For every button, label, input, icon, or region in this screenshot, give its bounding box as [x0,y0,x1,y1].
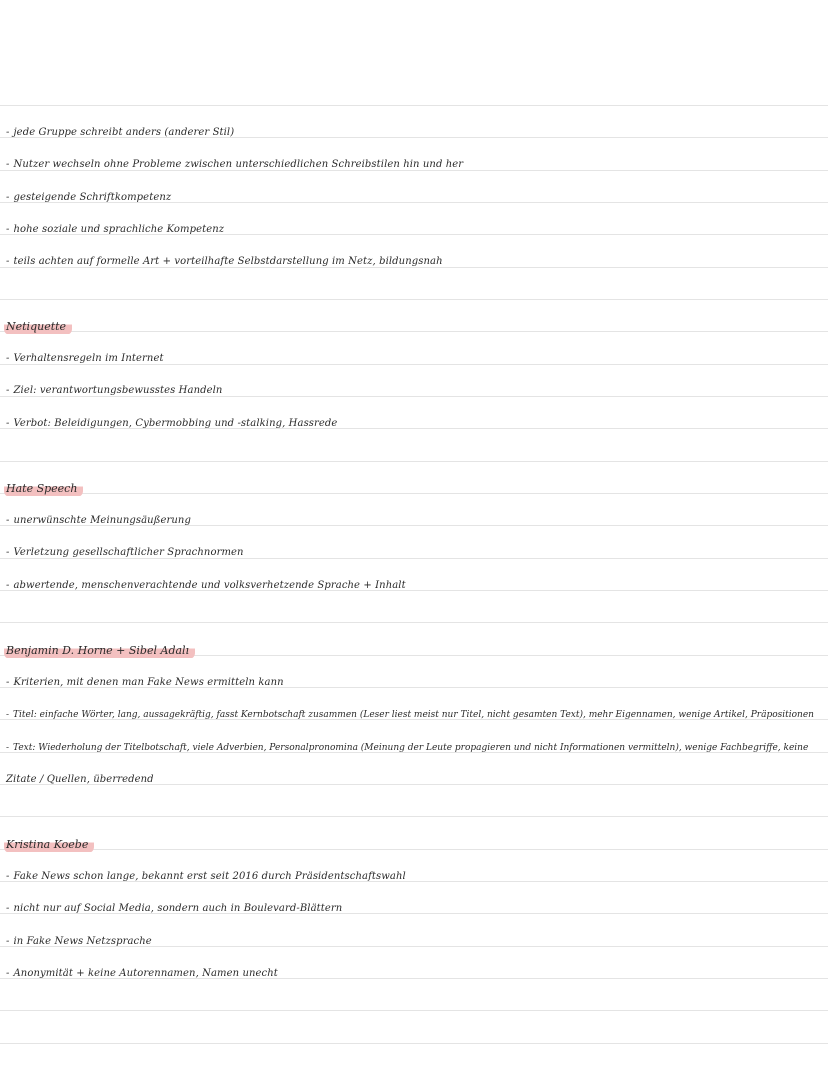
ruled-line [0,461,828,462]
note-line: - Verletzung gesellschaftlicher Sprachnormen [6,547,244,558]
note-line: - nicht nur auf Social Media, sondern auch in Boulevard-Blättern [6,903,343,914]
ruled-line [0,1043,828,1044]
ruled-line [0,622,828,623]
note-line: - Titel: einfache Wörter, lang, aussagekräftig, fasst Kernbotschaft zusammen (Leser liest meist nur Titel, nicht gesamten Text), mehr Eigennamen, wenige Artikel, Präpositionen [6,710,814,720]
note-line: - Text: Wiederholung der Titelbotschaft, viele Adverbien, Personalpronomina (Meinung der Leute propagieren und nicht Informationen vermitteln), wenige Fachbegriffe, keine [6,743,809,753]
note-line: - Verbot: Beleidigungen, Cybermobbing und -stalking, Hassrede [6,418,338,429]
note-line: - abwertende, menschenverachtende und volksverhetzende Sprache + Inhalt [6,580,406,591]
note-line: - Nutzer wechseln ohne Probleme zwischen unterschiedlichen Schreibstilen hin und her [6,159,464,170]
ruled-line [0,1010,828,1011]
section-heading-hate-speech: Hate Speech [4,481,83,497]
note-line: - jede Gruppe schreibt anders (anderer Stil) [6,127,235,138]
note-line: - in Fake News Netzsprache [6,936,152,947]
ruled-line [0,299,828,300]
note-line: - teils achten auf formelle Art + vorteilhafte Selbstdarstellung im Netz, bildungsnah [6,256,443,267]
section-heading-kristina-koebe: Kristina Koebe [4,837,94,853]
section-heading-netiquette: Netiquette [4,319,72,335]
ruled-line [0,105,828,106]
note-line: - Ziel: verantwortungsbewusstes Handeln [6,385,223,396]
section-heading-horne-adali: Benjamin D. Horne + Sibel Adalı [4,643,195,659]
note-line: - hohe soziale und sprachliche Kompetenz [6,224,225,235]
note-line: - Kriterien, mit denen man Fake News ermitteln kann [6,677,284,688]
note-line: - Verhaltensregeln im Internet [6,353,164,364]
ruled-line [0,849,828,850]
note-line: - Fake News schon lange, bekannt erst seit 2016 durch Präsidentschaftswahl [6,871,406,882]
ruled-line [0,816,828,817]
note-line: - unerwünschte Meinungsäußerung [6,515,191,526]
note-line-continuation: Zitate / Quellen, überredend [6,774,154,785]
note-line: - Anonymität + keine Autorennamen, Namen unecht [6,968,278,979]
ruled-line [0,331,828,332]
note-line: - gesteigende Schriftkompetenz [6,192,172,203]
ruled-line [0,493,828,494]
